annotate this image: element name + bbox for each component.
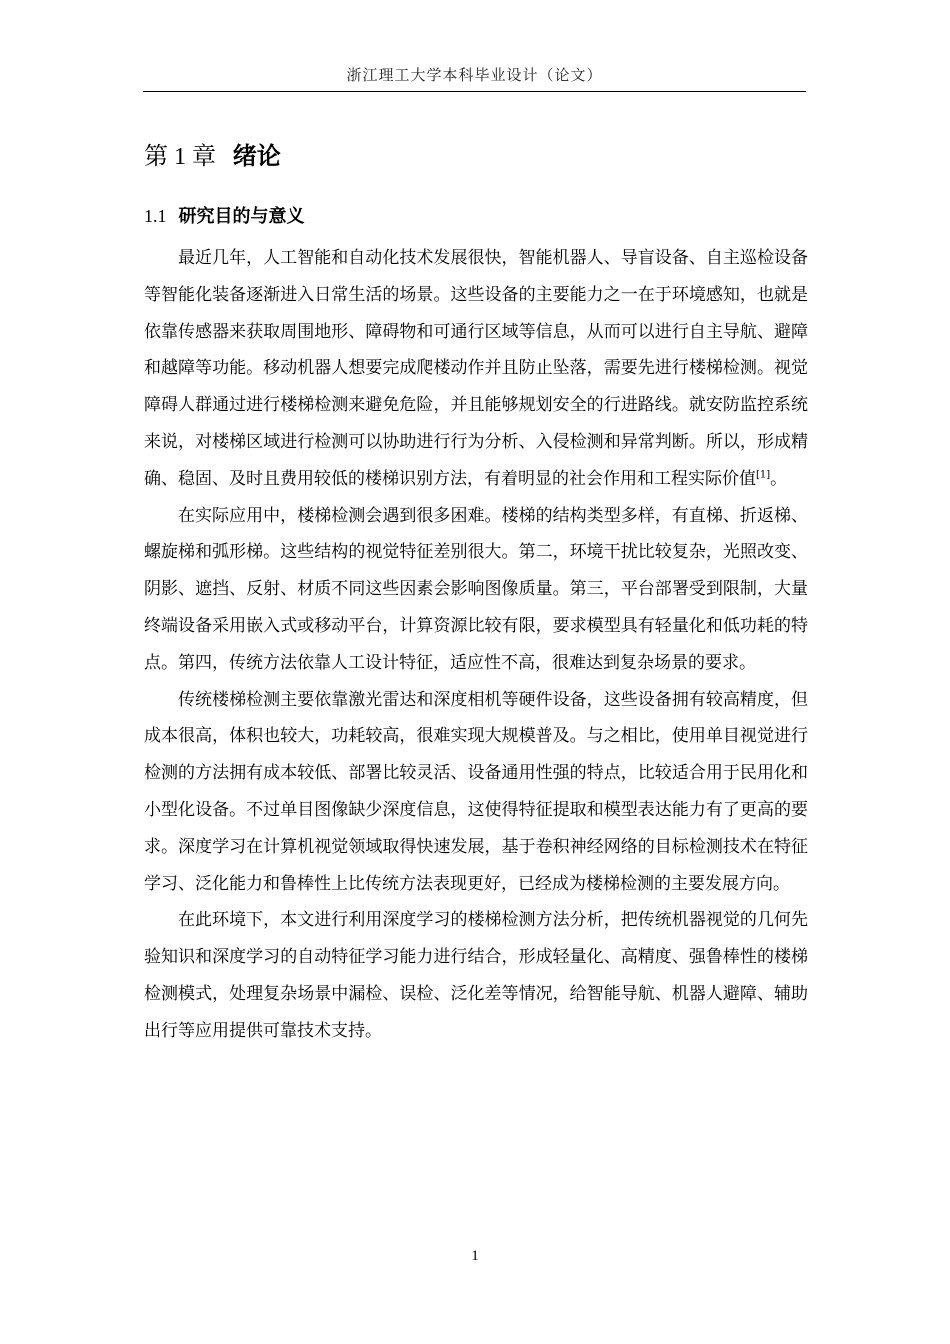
paragraph-tail: 。 <box>770 468 788 489</box>
body-text <box>144 240 808 1050</box>
section-number: 1.1 <box>144 206 167 226</box>
paragraph <box>144 240 808 498</box>
citation-ref[interactable]: [1] <box>756 469 771 481</box>
chapter-number: 第 1 章 <box>144 144 216 170</box>
chapter-heading <box>144 136 281 171</box>
paragraph: 在实际应用中，楼梯检测会遇到很多困难。楼梯的结构类型多样，有直梯、折返梯、螺旋梯和弧形梯。这些结构的视觉特征差别很大。第二，环境干扰比较复杂，光照改变、阴影、遮挡、反射、材质不同这些因素会影响图像质量。第三，平台部署受到限制，大量终端设备采用嵌入式或移动平台，计算资源比较有限，要求模型具有轻量化和低功耗的特点。第四，传统方法依靠人工设计特征，适应性不高，很难达到复杂场景的要求。 <box>144 505 808 673</box>
running-header: 浙江理工大学本科毕业设计（论文） <box>346 66 603 84</box>
paragraph: 传统楼梯检测主要依靠激光雷达和深度相机等硬件设备，这些设备拥有较高精度，但成本很高，体积也较大，功耗较高，很难实现大规模普及。与之相比，使用单目视觉进行检测的方法拥有成本较低、部署比较灵活、设备通用性强的特点，比较适合用于民用化和小型化设备。不过单目图像缺少深度信息，这使得特征提取和模型表达能力有了更高的要求。深度学习在计算机视觉领域取得快速发展，基于卷积神经网络的目标检测技术在特征学习、泛化能力和鲁棒性上比传统方法表现更好，已经成为楼梯检测的主要发展方向。 <box>144 689 808 894</box>
paragraph-text: 最近几年，人工智能和自动化技术发展很快，智能机器人、导盲设备、自主巡检设备等智能化装备逐渐进入日常生活的场景。这些设备的主要能力之一在于环境感知，也就是依靠传感器来获取周围地形、障碍物和可通行区域等信息，从而可以进行自主导航、避障和越障等功能。移动机器人想要完成爬楼动作并且防止坠落，需要先进行楼梯检测。视觉障碍人群通过进行楼梯检测来避免危险，并且能够规划安全的行进路线。就安防监控系统来说，对楼梯区域进行检测可以协助进行行为分析、入侵检测和异常判断。所以，形成精确、稳固、及时且费用较低的楼梯识别方法，有着明显的社会作用和工程实际价值 <box>144 248 808 489</box>
section-heading <box>144 202 305 228</box>
page-number: 1 <box>471 1248 479 1264</box>
paragraph: 在此环境下，本文进行利用深度学习的楼梯检测方法分析，把传统机器视觉的几何先验知识和深度学习的自动特征学习能力进行结合，形成轻量化、高精度、强鲁棒性的楼梯检测模式，处理复杂场景中漏检、误检、泛化差等情况，给智能导航、机器人避障、辅助出行等应用提供可靠技术支持。 <box>144 910 808 1041</box>
header-rule <box>143 91 806 92</box>
chapter-title: 绪论 <box>232 141 281 170</box>
section-title: 研究目的与意义 <box>178 206 305 227</box>
